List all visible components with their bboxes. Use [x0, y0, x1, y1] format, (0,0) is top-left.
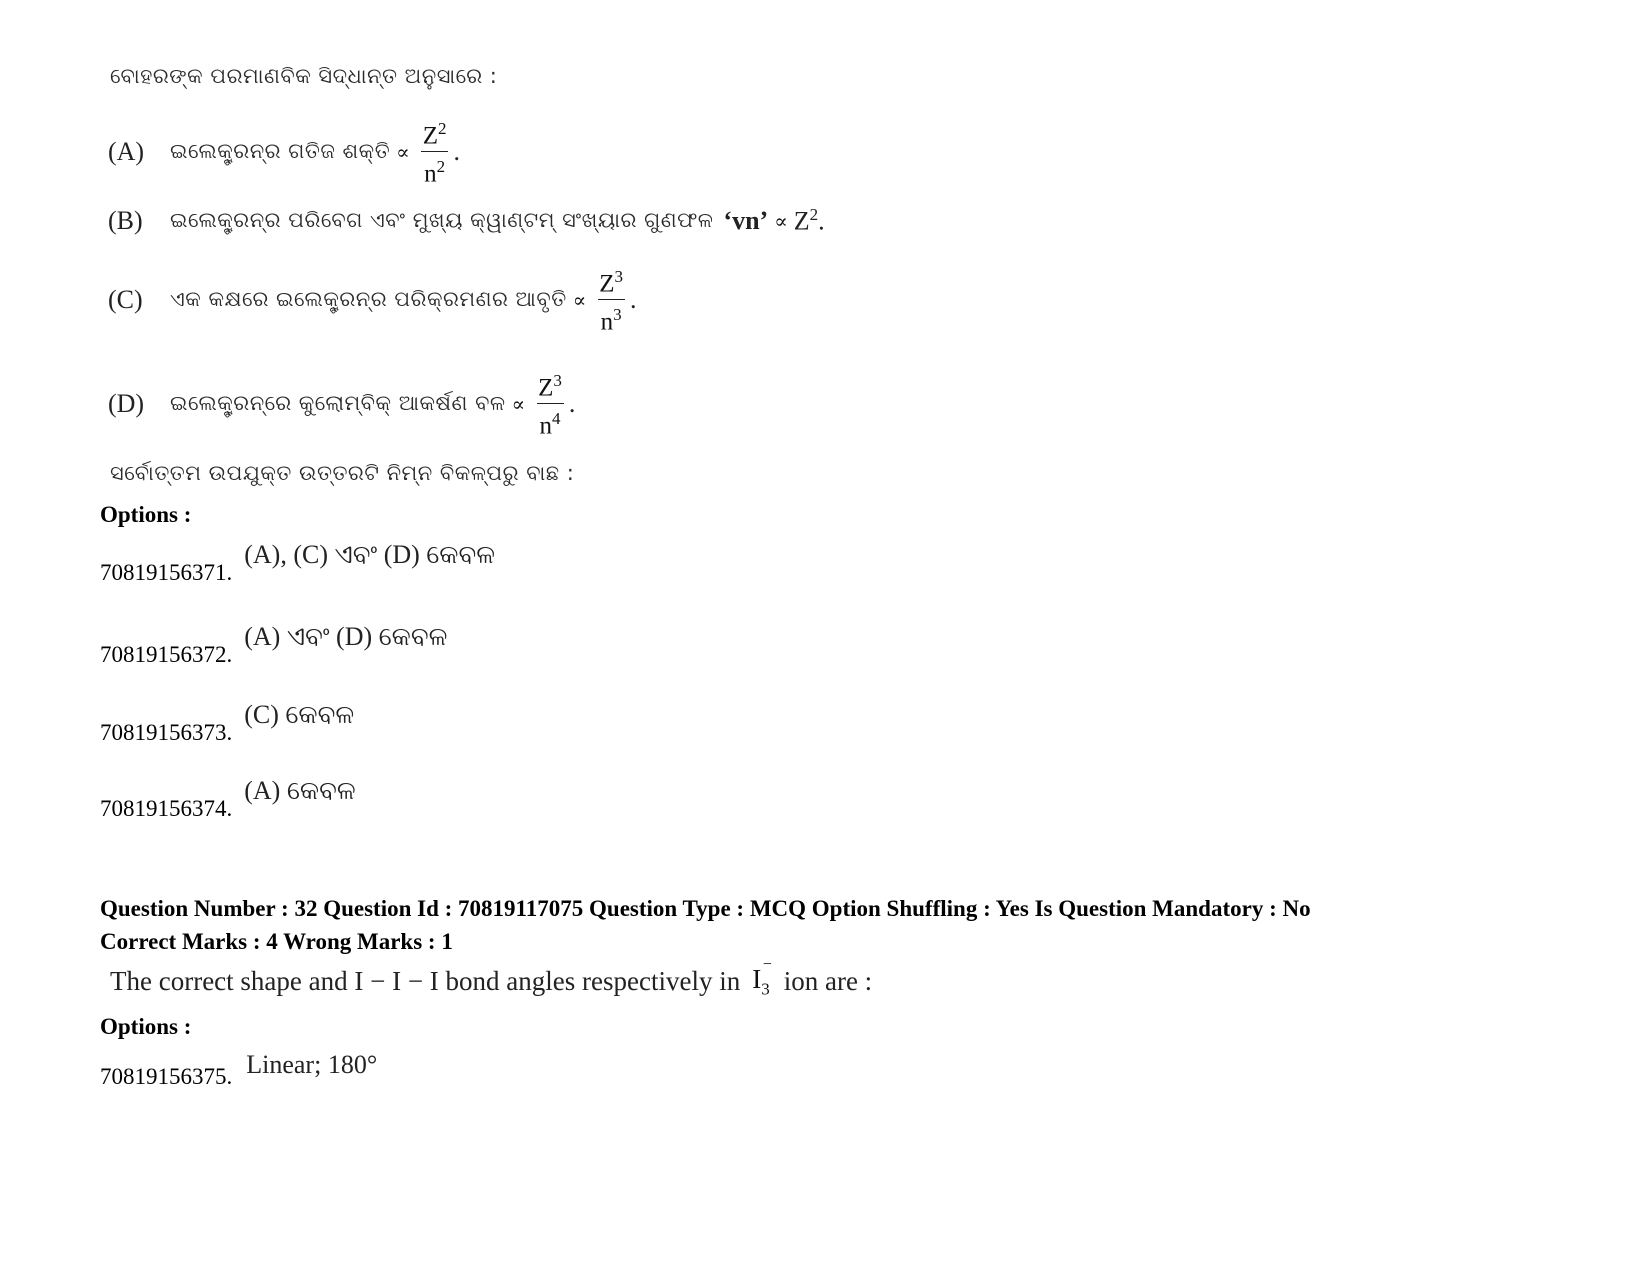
proportional-symbol: ∝ [511, 391, 526, 416]
question-instruction: ସର୍ବୋତ୍ତମ ଉପଯୁକ୍ତ ଉତ୍ତରଟି ନିମ୍ନ ବିକଳ୍ପରୁ ବାଛ : [110, 461, 575, 485]
statement-label: (A) [108, 136, 145, 166]
question-text-before: The correct shape and I − I − I bond angles respectively in [110, 966, 741, 997]
statement-rhs: $Z^2$. [793, 205, 825, 236]
statement-d [108, 366, 575, 442]
option-item[interactable] [100, 776, 356, 822]
option-id: 70819156373. [100, 720, 233, 745]
fraction [420, 114, 450, 190]
option-id: 70819156375. [100, 1064, 233, 1089]
option-text: (A), (C) ଏବଂ (D) କେବଳ [244, 540, 496, 569]
option-item[interactable] [100, 540, 495, 586]
statement-end: . [568, 388, 576, 418]
proportional-symbol: ∝ [396, 139, 410, 164]
question-intro: ବୋହରଙ୍କ ପରମାଣବିକ ସିଦ୍ଧାନ୍ତ ଅନୁସାରେ : [110, 64, 498, 88]
statement-b [108, 205, 825, 237]
fraction [596, 262, 626, 338]
question-marks: Correct Marks : 4 Wrong Marks : 1 [100, 929, 453, 954]
options-heading: Options : [100, 1014, 192, 1039]
statement-quote: ‘vn’ [723, 205, 769, 235]
option-item[interactable] [100, 1050, 377, 1090]
statement-end: . [630, 284, 637, 314]
statement-c [108, 262, 637, 338]
question-text-after: ion are : [783, 966, 873, 997]
numerator: $Z^2$ [422, 119, 447, 150]
statement-a [108, 114, 460, 190]
statement-text: ଇଲେକ୍ଟ୍ରନ୍‌ରେ କୁଲୋମ୍ବିକ୍ ଆକର୍ଷଣ ବଳ [170, 391, 506, 416]
option-item[interactable] [100, 700, 354, 746]
denominator: $n^3$ [598, 299, 625, 337]
option-text: (A) କେବଳ [244, 776, 356, 805]
option-id: 70819156374. [100, 796, 233, 821]
numerator: $Z^3$ [538, 371, 562, 402]
option-id: 70819156371. [100, 560, 233, 585]
statement-label: (B) [108, 205, 143, 235]
statement-text: ଏକ କକ୍ଷରେ ଇଲେକ୍ଟ୍ରନ୍‌ର ପରିକ୍ରମଣର ଆବୃତି [170, 287, 567, 312]
proportional-symbol: ∝ [572, 287, 587, 312]
ion-formula: $I_3$ − [752, 956, 772, 999]
options-heading: Options : [100, 502, 192, 527]
option-text: (A) ଏବଂ (D) କେବଳ [244, 622, 448, 651]
statement-label: (D) [108, 388, 145, 418]
denominator: $n^2$ [421, 151, 448, 189]
question-meta: Question Number : 32 Question Id : 70819117075 Question Type : MCQ Option Shuffling : Yes Is Question Mandatory : No [100, 896, 1311, 921]
statement-text: ଇଲେକ୍ଟ୍ରନ୍‌ର ଗତିଜ ଶକ୍ତି [170, 139, 391, 164]
denominator: $n^4$ [537, 403, 564, 441]
statement-end: . [453, 136, 460, 166]
question-text [110, 956, 873, 999]
option-id: 70819156372. [100, 642, 233, 667]
option-item[interactable] [100, 622, 447, 668]
option-text: (C) କେବଳ [244, 700, 355, 729]
proportional-symbol: ∝ [774, 208, 788, 233]
numerator: $Z^3$ [599, 267, 624, 298]
fraction [535, 366, 565, 442]
statement-text: ଇଲେକ୍ଟ୍ରନ୍‌ର ପରିବେଗ ଏବଂ ମୁଖ୍ୟ କ୍ୱାଣ୍ଟମ୍ ସଂଖ୍ୟାର ଗୁଣଫଳ [170, 208, 714, 233]
statement-label: (C) [108, 284, 143, 314]
option-text: Linear; 180° [246, 1050, 378, 1079]
